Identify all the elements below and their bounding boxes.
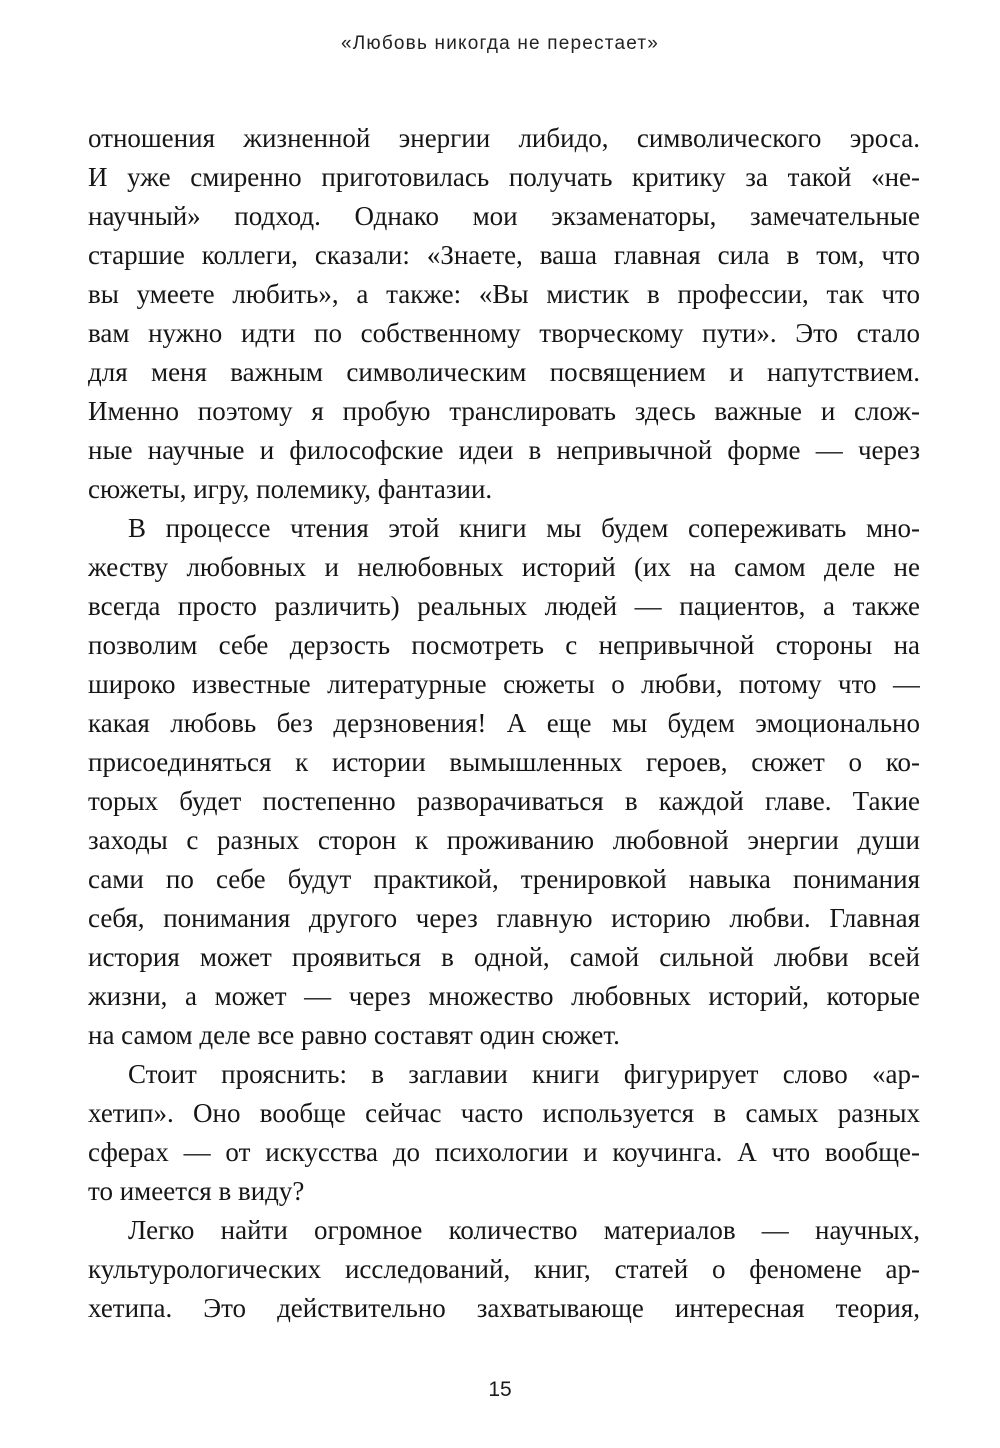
text-line: отношения жизненной энергии либидо, символического эроса. xyxy=(88,123,920,153)
text-line: сферах — от искусства до психологии и коучинга. А что вообще- xyxy=(88,1137,920,1167)
paragraph-1 xyxy=(88,119,920,509)
text-line: торых будет постепенно разворачиваться в каждой главе. Такие xyxy=(88,786,920,816)
text-line: то имеется в виду? xyxy=(88,1176,305,1206)
text-line: Стоит прояснить: в заглавии книги фигурирует слово «ар- xyxy=(128,1059,920,1089)
text-line: присоединяться к истории вымышленных героев, сюжет о ко- xyxy=(88,747,920,777)
text-line: жизни, а может — через множество любовных историй, которые xyxy=(88,981,920,1011)
text-line: позволим себе дерзость посмотреть с непривычной стороны на xyxy=(88,630,920,660)
text-line: для меня важным символическим посвящением и напутствием. xyxy=(88,357,920,387)
text-block xyxy=(88,119,920,1328)
text-line: всегда просто различить) реальных людей — пациентов, а также xyxy=(88,591,920,621)
text-line: широко известные литературные сюжеты о любви, потому что — xyxy=(88,669,920,699)
text-line: какая любовь без дерзновения! А еще мы будем эмоционально xyxy=(88,708,920,738)
text-line: научный» подход. Однако мои экзаменаторы, замечательные xyxy=(88,201,920,231)
text-line: ные научные и философские идеи в непривычной форме — через xyxy=(88,435,920,465)
paragraph-4 xyxy=(88,1211,920,1328)
text-line: история может проявиться в одной, самой сильной любви всей xyxy=(88,942,920,972)
text-line: себя, понимания другого через главную историю любви. Главная xyxy=(88,903,920,933)
paragraph-2 xyxy=(88,509,920,1055)
text-line: жеству любовных и нелюбовных историй (их на самом деле не xyxy=(88,552,920,582)
text-line: Легко найти огромное количество материалов — научных, xyxy=(128,1215,920,1245)
page-number: 15 xyxy=(488,1378,512,1401)
text-line: Именно поэтому я пробую транслировать здесь важные и слож- xyxy=(88,396,920,426)
text-line: вы умеете любить», а также: «Вы мистик в профессии, так что xyxy=(88,279,920,309)
text-line: хетипа. Это действительно захватывающе интересная теория, xyxy=(88,1293,920,1323)
text-line: культурологических исследований, книг, статей о феномене ар- xyxy=(88,1254,920,1284)
text-line: В процессе чтения этой книги мы будем сопереживать мно- xyxy=(128,513,920,543)
text-line: заходы с разных сторон к проживанию любовной энергии души xyxy=(88,825,920,855)
paragraph-3 xyxy=(88,1055,920,1211)
text-line: хетип». Оно вообще сейчас часто используется в самых разных xyxy=(88,1098,920,1128)
text-line: старшие коллеги, сказали: «Знаете, ваша главная сила в том, что xyxy=(88,240,920,270)
text-line: И уже смиренно приготовилась получать критику за такой «не- xyxy=(88,162,920,192)
text-line: вам нужно идти по собственному творческому пути». Это стало xyxy=(88,318,920,348)
text-line: сюжеты, игру, полемику, фантазии. xyxy=(88,474,493,504)
text-line: на самом деле все равно составят один сюжет. xyxy=(88,1020,620,1050)
running-head: «Любовь никогда не перестает» xyxy=(340,33,660,54)
text-line: сами по себе будут практикой, тренировкой навыка понимания xyxy=(88,864,920,894)
